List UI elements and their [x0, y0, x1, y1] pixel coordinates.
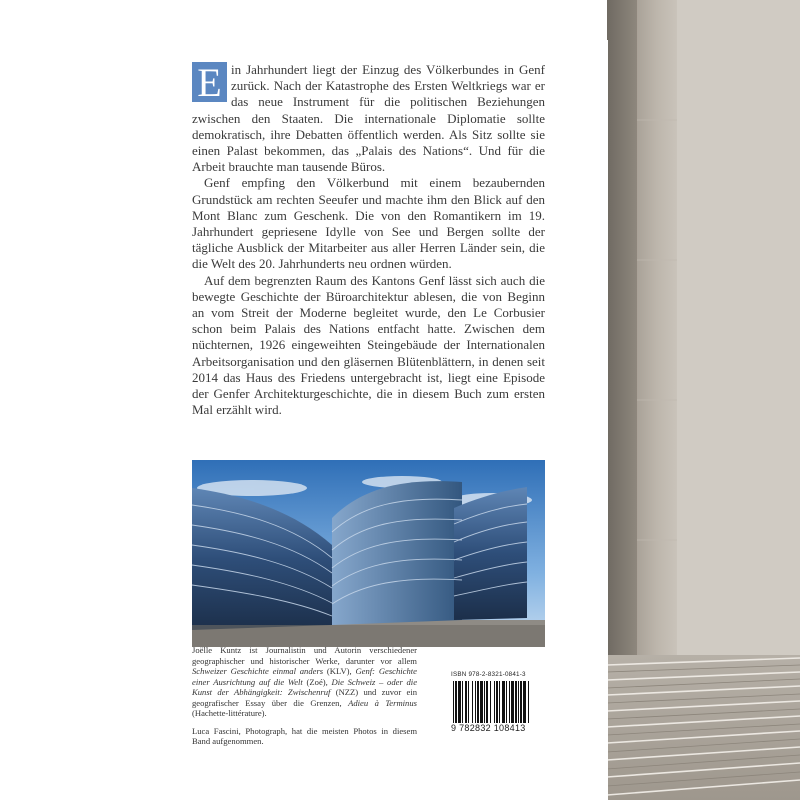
barcode-bar	[518, 681, 519, 723]
right-wing	[454, 487, 527, 620]
barcode-bar	[509, 681, 510, 723]
foreground-lawn	[192, 625, 545, 647]
paragraph-2: Genf empfing den Völkerbund mit einem bezaubernden Grundstück am rechten Seeufer und machte ihm den Blick auf den Mont Blanc zum Geschenk. Die von den Romantikern im 19. Jahrhundert gepriesene Idylle von See und Bergen sollte der tägliche Ausblick der Mitarbeiter aus aller Herren Länder sein, die die Welt des 20. Jahrhunderts neu ordnen würden.	[192, 175, 545, 272]
bio-text-2: (KLV),	[323, 666, 356, 676]
author-paragraph	[192, 645, 417, 719]
paragraph-3: Auf dem begrenzten Raum des Kantons Genf lässt sich auch die bewegte Geschichte der Büroarchitektur ablesen, die von Beginn an vom Streit der Moderne begleitet wurde, den Le Corbusier schon beim Palais des Nations entfacht hatte. Zwischen dem nüchternen, 1926 eingeweihten Steingebäude der Internationalen Arbeitsorganisation und den gläsernen Blütenblättern, in denen seit 2014 das Haus des Friedens untergebracht ist, liegt eine Episode der Genfer Architekturgeschichte, die in diesem Buch zum ersten Mal erzählt wird.	[192, 272, 545, 418]
barcode-digits: 9 782832 108413	[451, 723, 526, 733]
barcode-bar	[486, 681, 488, 723]
barcode-bar	[490, 681, 491, 723]
bio-text-4: (NZZ) und zuvor ein geografischer Essay über die Grenzen,	[192, 687, 418, 708]
barcode-bar	[472, 681, 473, 723]
stairs	[607, 655, 800, 800]
barcode-bar	[468, 681, 469, 723]
barcode-bar	[484, 681, 485, 723]
barcode-bar	[511, 681, 514, 723]
book-title-3: Die Schweiz – oder die Kunst der Abhängigkeit: Zwischenruf	[192, 676, 418, 697]
paragraph-1	[192, 62, 545, 175]
barcode-bar	[453, 681, 454, 723]
barcode-bar	[506, 681, 507, 723]
photographer-paragraph: Luca Fascini, Photograph, hat die meisten Photos in diesem Band aufgenommen.	[192, 725, 417, 746]
barcode-bar	[528, 681, 529, 723]
barcode-bar	[523, 681, 526, 723]
barcode-bar	[475, 681, 476, 723]
barcode-bar	[499, 681, 500, 723]
barcode-bar	[515, 681, 517, 723]
barcode-bar	[458, 681, 461, 723]
barcode-bar	[455, 681, 457, 723]
barcode	[451, 681, 561, 723]
bio-text-1: Joëlle Kuntz ist Journalistin und Autorin verschiedener geographischer und historischer Werke, darunter vor allem	[192, 645, 417, 666]
bio-text-3: (Zoé),	[302, 676, 332, 687]
barcode-bar	[494, 681, 495, 723]
body-text	[192, 62, 545, 418]
isbn-label: ISBN 978-2-8321-0841-3	[451, 671, 526, 678]
drop-cap: E	[192, 62, 227, 102]
barcode-bar	[477, 681, 479, 723]
paragraph-1-text: in Jahrhundert liegt der Einzug des Völkerbundes in Genf zurück. Nach der Katastrophe des Ersten Weltkriegs war er das neue Instrument für die politischen Beziehungen zwischen den Staaten. Die internationale Diplomatie sollte demokratisch, ihre Debatten öffentlich werden. Als Sitz sollte sie einen Palast bekommen, das „Palais des Nations“. Und für die Arbeit brauchte man tausende Büros.	[192, 62, 545, 175]
book-title-1: Schweizer Geschichte einmal anders	[192, 666, 324, 676]
book-title-4: Adieu à Terminus	[348, 697, 417, 708]
center-tower	[332, 481, 462, 625]
barcode-bar	[520, 681, 522, 723]
barcode-bar	[465, 681, 467, 723]
barcode-bar	[480, 681, 483, 723]
book-back-cover	[168, 40, 608, 810]
isbn-block	[451, 671, 567, 741]
barcode-bar	[496, 681, 498, 723]
building-photo	[192, 460, 545, 647]
author-bio	[192, 645, 417, 747]
book-title-2: Genf: Geschichte einer Ausrichtung auf die Welt	[192, 666, 417, 687]
bio-text-5: (Hachette-littérature).	[192, 708, 267, 718]
barcode-bar	[502, 681, 505, 723]
barcode-bar	[462, 681, 463, 723]
